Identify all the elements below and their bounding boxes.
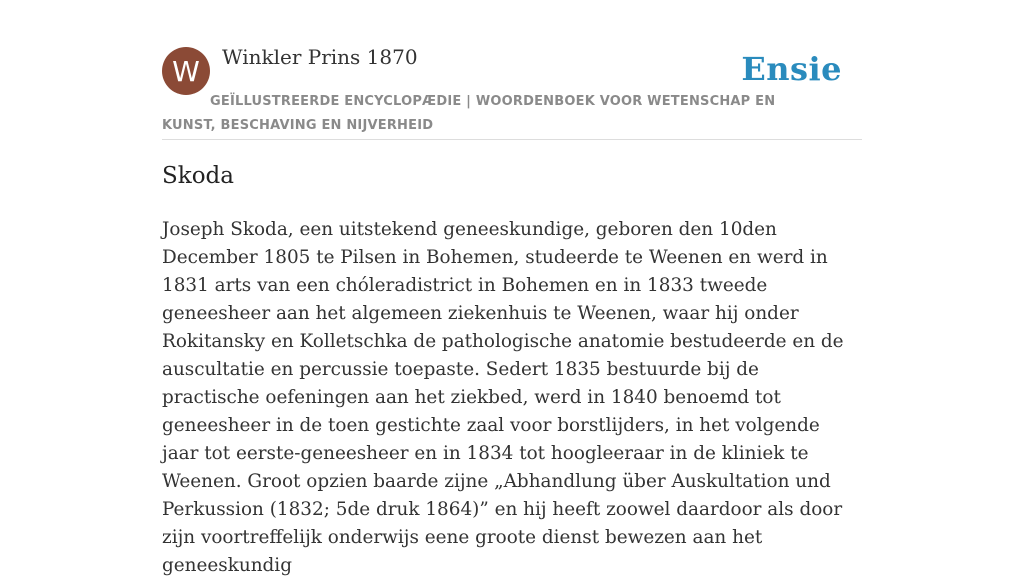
avatar-letter: W bbox=[172, 54, 200, 88]
brand-logo[interactable]: Ensie bbox=[741, 50, 842, 88]
header-divider bbox=[162, 139, 862, 140]
article-title: Skoda bbox=[162, 163, 234, 189]
avatar[interactable] bbox=[162, 47, 210, 95]
article-body: Joseph Skoda, een uitstekend geneeskundige, geboren den 10den December 1805 te Pilsen in Bohemen, studeerde te Weenen en werd in 1831 arts van een chóleradistrict in Bohemen en in 1833 tweede geneesheer aan het algemeen ziekenhuis te Weenen, waar hij onder Rokitansky en Kolletschka de pathologische anatomie bestudeerde en de auscultatie en percussie toepaste. Sedert 1835 bestuurde bij de practische oefeningen aan het ziekbed, werd in 1840 benoemd tot geneesheer in de toen gestichte zaal voor borstlijders, in het volgende jaar tot eerste-geneesheer en in 1834 tot hoogleeraar in de kliniek te Weenen. Groot opzien baarde zijne „Abhandlung über Auskultation und Perkussion (1832; 5de druk 1864)” en hij heeft zoowel daardoor als door zijn voortreffelijk onderwijs eene groote dienst bewezen aan het geneeskundig bbox=[162, 219, 844, 576]
source-title-link[interactable]: Winkler Prins 1870 bbox=[222, 45, 418, 69]
source-subtitle: GEÏLLUSTREERDE ENCYCLOPÆDIE | WOORDENBOEK VOOR WETENSCHAP EN KUNST, BESCHAVING EN NIJVERHEID bbox=[162, 94, 776, 133]
